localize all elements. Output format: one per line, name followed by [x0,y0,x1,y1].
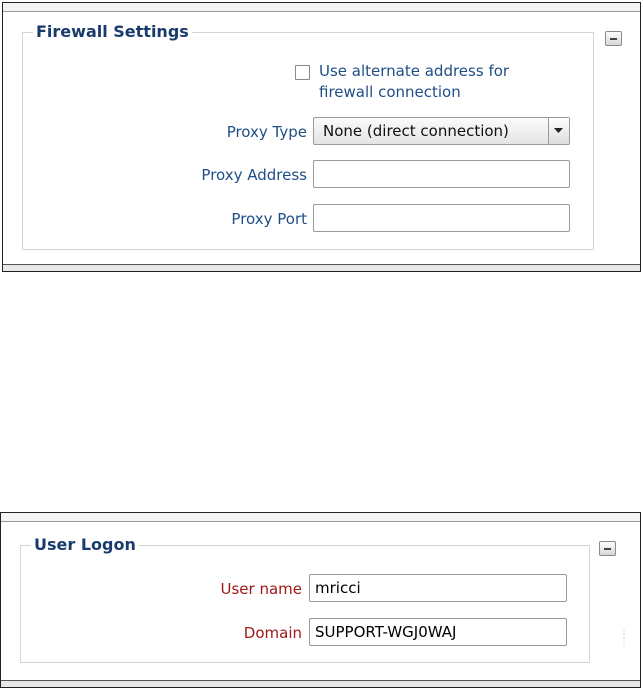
domain-label: Domain [243,624,302,642]
proxy-address-label: Proxy Address [201,166,307,184]
domain-input[interactable]: SUPPORT-WGJ0WAJ [309,618,567,646]
firewall-settings-panel [2,2,641,272]
user-name-label: User name [220,580,302,598]
proxy-port-label: Proxy Port [231,210,307,228]
panel-top-bar [1,513,640,522]
caret-down-icon [554,128,563,133]
user-logon-fieldset [20,535,590,663]
firewall-settings-title: Firewall Settings [33,22,192,42]
proxy-type-select[interactable] [313,117,570,145]
user-name-input[interactable]: mricci [309,574,567,602]
use-alternate-address-checkbox[interactable] [295,65,310,80]
user-logon-panel [0,512,641,688]
user-logon-title: User Logon [31,535,139,555]
proxy-address-input[interactable] [313,160,570,188]
minus-icon [604,548,611,550]
minus-icon [610,38,617,40]
firewall-settings-collapse-button[interactable] [605,31,622,46]
panel-top-bar [3,3,640,12]
resize-grip-icon[interactable]: ⋮ ⋮ [619,629,629,648]
panel-bottom-bar [3,264,640,271]
user-logon-collapse-button[interactable] [599,541,616,556]
proxy-port-input[interactable] [313,204,570,232]
use-alternate-address-label[interactable] [319,61,509,103]
use-alternate-label-line2: firewall connection [319,83,461,101]
firewall-settings-fieldset [22,22,594,250]
proxy-type-selected-value: None (direct connection) [323,122,509,140]
panel-bottom-bar [1,680,640,687]
proxy-type-label: Proxy Type [226,123,307,141]
dropdown-arrow-button[interactable] [548,118,569,144]
use-alternate-label-line1: Use alternate address for [319,62,510,80]
